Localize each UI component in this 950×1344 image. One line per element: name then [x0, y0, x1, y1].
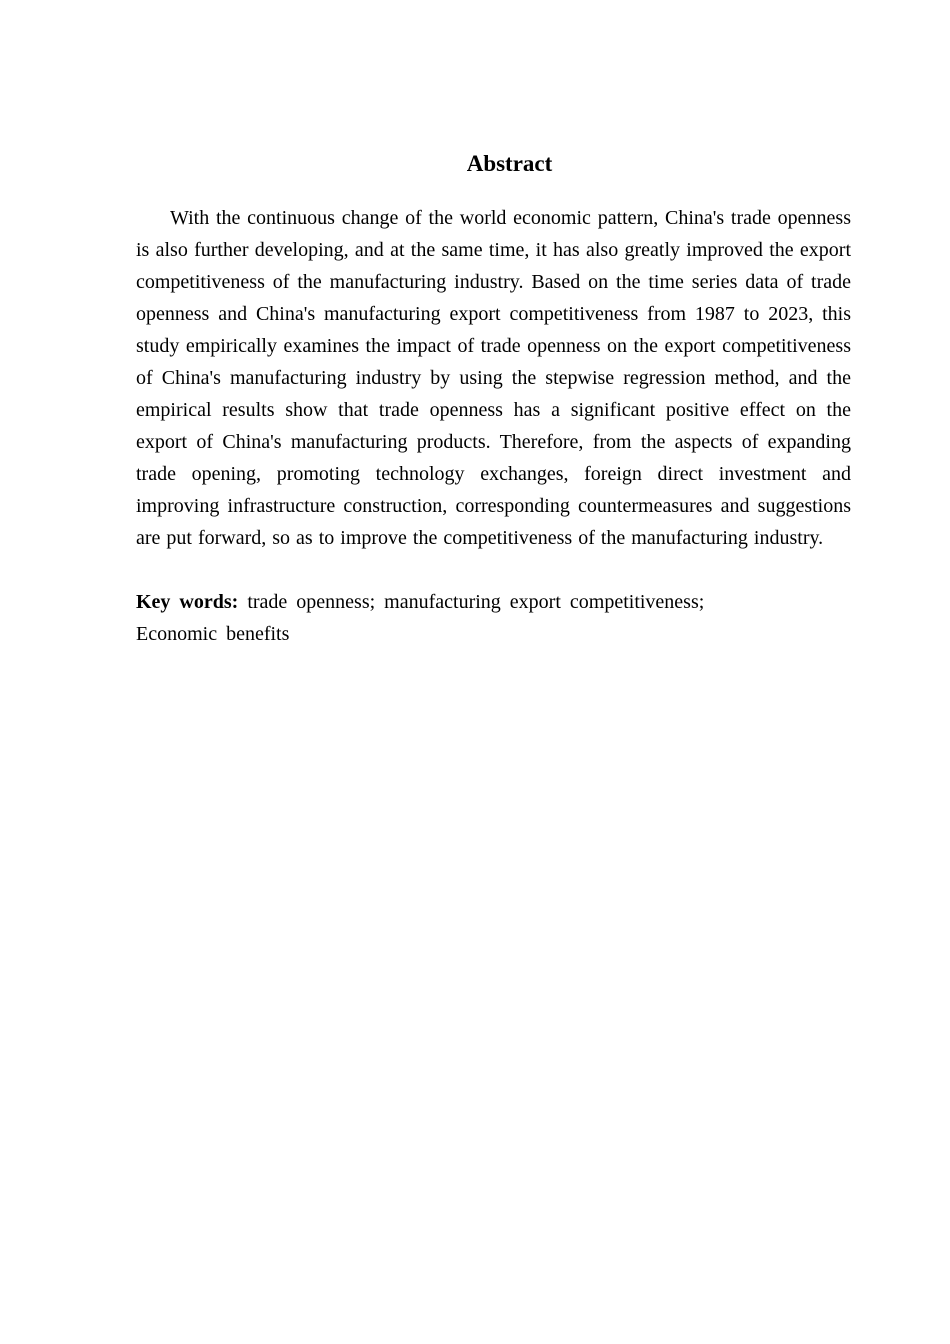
- keywords: [136, 586, 851, 650]
- keywords-line-1: trade openness; manufacturing export competitiveness;: [247, 591, 705, 613]
- keywords-line-2: Economic benefits: [136, 623, 290, 645]
- keywords-label: Key words:: [136, 591, 239, 613]
- abstract-body: With the continuous change of the world economic pattern, China's trade openness is also further developing, and at the same time, it has also greatly improved the export competitiveness of the manufacturing industry. Based on the time series data of trade openness and China's manufacturing export competitiveness from 1987 to 2023, this study empirically examines the impact of trade openness on the export competitiveness of China's manufacturing industry by using the stepwise regression method, and the empirical results show that trade openness has a significant positive effect on the export of China's manufacturing products. Therefore, from the aspects of expanding trade opening, promoting technology exchanges, foreign direct investment and improving infrastructure construction, corresponding countermeasures and suggestions are put forward, so as to improve the competitiveness of the manufacturing industry.: [136, 207, 851, 549]
- abstract-title: Abstract: [466, 151, 553, 176]
- abstract-section: [136, 148, 851, 650]
